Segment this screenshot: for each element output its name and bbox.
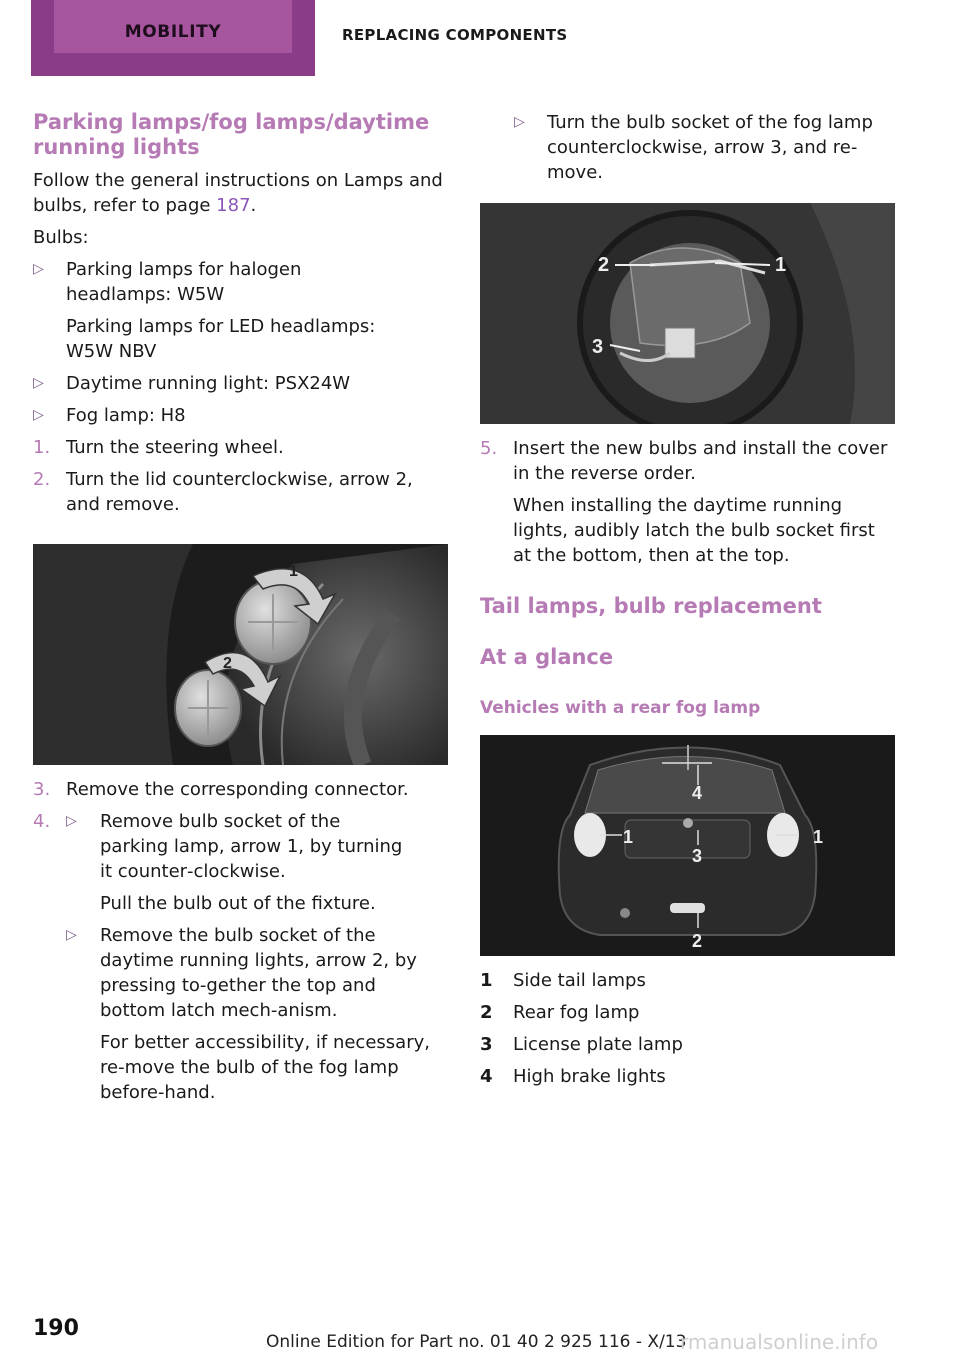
callout-1-left: 1 <box>623 827 634 847</box>
left-column <box>33 110 449 1105</box>
step-number: 4. <box>33 811 51 832</box>
sub-bullet-text: For better accessibility, if necessary, re‐move the bulb of the fog lamp before‐hand. <box>100 1032 430 1103</box>
intro-text: Follow the general instructions on Lamps and bulbs, refer to page <box>33 170 443 216</box>
car-rear-figure <box>480 735 895 956</box>
step-item <box>33 809 449 1105</box>
legend-item <box>480 1064 900 1089</box>
figure-legend <box>480 968 900 1089</box>
triangle-bullet-icon: ▷ <box>514 114 525 130</box>
step-item <box>33 777 449 802</box>
right-column <box>480 110 900 1089</box>
legend-item <box>480 1000 900 1025</box>
legend-text: Rear fog lamp <box>513 1002 640 1023</box>
legend-number: 4 <box>480 1066 493 1087</box>
step-number: 1. <box>33 437 51 458</box>
triangle-bullet-icon: ▷ <box>33 375 44 391</box>
step-number: 3. <box>33 779 51 800</box>
sub-bullet-item <box>66 923 449 1105</box>
section-title: MOBILITY <box>124 22 222 42</box>
bullet-text: Parking lamps for halogen headlamps: W5W <box>66 259 302 305</box>
step-text: Insert the new bulbs and install the cover in the reverse order. <box>513 438 888 484</box>
page-number: 190 <box>33 1316 79 1341</box>
intro-period: . <box>250 195 257 216</box>
sub-bullet-text: Pull the bulb out of the fixture. <box>100 893 376 914</box>
bullet-text: Parking lamps for LED headlamps: W5W NBV <box>66 316 376 362</box>
triangle-bullet-icon: ▷ <box>66 927 77 943</box>
step-text: Turn the steering wheel. <box>66 437 284 458</box>
triangle-bullet-icon: ▷ <box>33 407 44 423</box>
legend-text: Side tail lamps <box>513 970 646 991</box>
legend-item <box>480 1032 900 1057</box>
bullet-text: Fog lamp: H8 <box>66 405 186 426</box>
callout-1-right: 1 <box>813 827 824 847</box>
vehicles-fog-heading: Vehicles with a rear fog lamp <box>480 698 761 718</box>
arrow-label-1: 1 <box>289 563 298 580</box>
arrow-label-1: 1 <box>775 254 787 276</box>
sub-bullet-text: Remove bulb socket of the parking lamp, arrow 1, by turning it counter‐clockwise. <box>100 811 403 882</box>
callout-2: 2 <box>692 931 703 951</box>
arrow-label-3: 3 <box>592 336 604 358</box>
bullet-item <box>33 371 449 396</box>
step-item <box>33 435 449 460</box>
bullet-item <box>33 403 449 428</box>
intro-paragraph <box>33 168 449 218</box>
callout-3: 3 <box>692 846 703 866</box>
section-heading: Parking lamps/fog lamps/daytime running lights <box>33 110 430 159</box>
step-text: When installing the daytime running lights, audibly latch the bulb socket first at the bottom, then at the top. <box>513 495 875 566</box>
triangle-bullet-icon: ▷ <box>66 813 77 829</box>
wheel-arch-figure <box>33 544 448 765</box>
triangle-bullet-icon: ▷ <box>33 261 44 277</box>
chapter-title: REPLACING COMPONENTS <box>342 26 568 44</box>
sub-bullet-item <box>66 809 449 916</box>
page-link[interactable]: 187 <box>216 195 251 216</box>
bulbs-label: Bulbs: <box>33 227 89 248</box>
callout-4: 4 <box>692 783 703 803</box>
at-a-glance-heading: At a glance <box>480 645 614 669</box>
bullet-item <box>33 257 449 364</box>
legend-number: 3 <box>480 1034 493 1055</box>
legend-text: License plate lamp <box>513 1034 683 1055</box>
edition-note: Online Edition for Part no. 01 40 2 925 116 - X/13 <box>266 1332 687 1352</box>
legend-text: High brake lights <box>513 1066 666 1087</box>
watermark: rmanualsonline.info <box>680 1330 879 1354</box>
legend-number: 1 <box>480 970 493 991</box>
step-text: Remove the corresponding connector. <box>66 779 409 800</box>
bullet-text: Turn the bulb socket of the fog lamp counterclockwise, arrow 3, and re‐move. <box>547 112 873 183</box>
bullet-text: Daytime running light: PSX24W <box>66 373 351 394</box>
step-number: 2. <box>33 469 51 490</box>
step-text: Turn the lid counterclockwise, arrow 2, and remove. <box>66 469 413 515</box>
legend-item <box>480 968 900 993</box>
fog-lamp-socket-figure <box>480 203 895 424</box>
arrow-label-2: 2 <box>598 254 610 276</box>
sub-bullet-text: Remove the bulb socket of the daytime running lights, arrow 2, by pressing to‐gether the top and bottom latch mech‐anism. <box>100 925 417 1021</box>
step-number: 5. <box>480 438 498 459</box>
bullet-item <box>480 110 900 185</box>
arrow-label-2: 2 <box>223 655 232 672</box>
step-item <box>33 467 449 517</box>
legend-number: 2 <box>480 1002 493 1023</box>
step-item <box>480 436 900 568</box>
tail-lamps-heading: Tail lamps, bulb replacement <box>480 594 822 618</box>
